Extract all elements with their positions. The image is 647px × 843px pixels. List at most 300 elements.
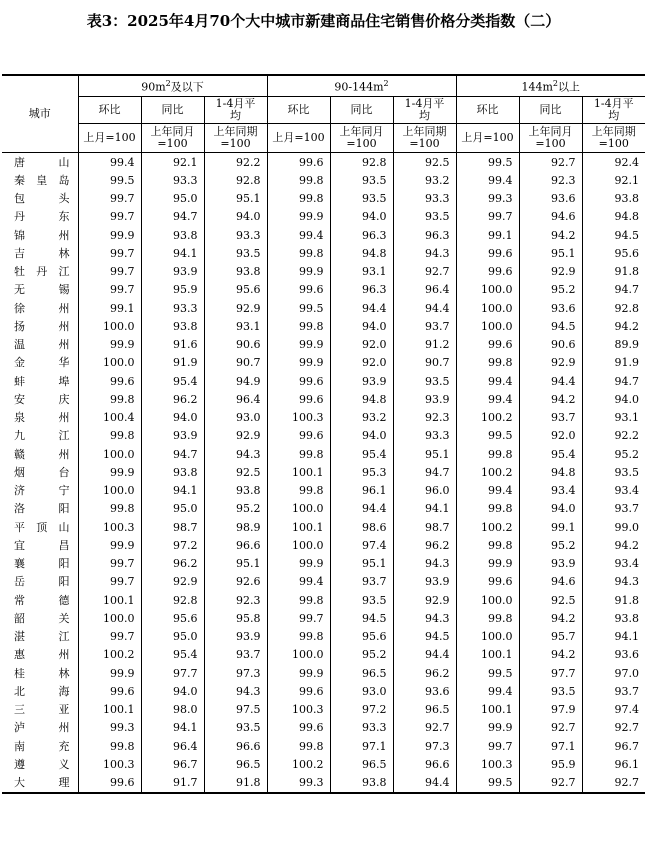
city-name: 锦州 bbox=[14, 228, 70, 242]
index-value: 99.6 bbox=[78, 372, 141, 390]
index-value: 99.7 bbox=[78, 190, 141, 208]
index-value: 92.7 bbox=[519, 719, 582, 737]
index-value: 95.2 bbox=[204, 500, 267, 518]
city-header: 城市 bbox=[2, 75, 78, 153]
index-value: 94.2 bbox=[519, 390, 582, 408]
city-name: 北海 bbox=[14, 684, 70, 698]
table-row bbox=[2, 774, 645, 793]
index-value: 92.2 bbox=[582, 427, 645, 445]
index-value: 95.0 bbox=[141, 190, 204, 208]
index-value: 93.6 bbox=[519, 190, 582, 208]
index-value: 97.5 bbox=[204, 701, 267, 719]
city-name: 蚌埠 bbox=[14, 374, 70, 388]
index-value: 96.2 bbox=[141, 555, 204, 573]
index-value: 95.7 bbox=[519, 628, 582, 646]
index-value: 94.0 bbox=[141, 409, 204, 427]
city-name: 安庆 bbox=[14, 392, 70, 406]
index-value: 100.3 bbox=[78, 518, 141, 536]
index-value: 95.6 bbox=[330, 628, 393, 646]
index-value: 99.8 bbox=[267, 317, 330, 335]
table-row bbox=[2, 244, 645, 262]
index-value: 96.7 bbox=[582, 737, 645, 755]
index-value: 90.6 bbox=[519, 336, 582, 354]
index-value: 92.7 bbox=[582, 774, 645, 793]
index-value: 92.8 bbox=[141, 591, 204, 609]
index-value: 95.3 bbox=[330, 463, 393, 481]
index-value: 89.9 bbox=[582, 336, 645, 354]
index-value: 93.5 bbox=[330, 190, 393, 208]
index-value: 93.5 bbox=[393, 372, 456, 390]
index-value: 93.8 bbox=[582, 190, 645, 208]
index-value: 100.1 bbox=[78, 701, 141, 719]
index-value: 100.1 bbox=[267, 518, 330, 536]
index-value: 94.0 bbox=[330, 208, 393, 226]
index-value: 92.7 bbox=[582, 719, 645, 737]
table-row bbox=[2, 682, 645, 700]
index-value: 99.6 bbox=[456, 573, 519, 591]
index-value: 98.9 bbox=[204, 518, 267, 536]
index-value: 100.1 bbox=[78, 591, 141, 609]
index-value: 99.8 bbox=[456, 354, 519, 372]
table-row bbox=[2, 755, 645, 773]
city-name: 唐山 bbox=[14, 155, 70, 169]
index-value: 95.6 bbox=[204, 281, 267, 299]
index-value: 91.8 bbox=[582, 263, 645, 281]
sub-header: 1-4月平均 bbox=[204, 97, 267, 124]
index-value: 94.2 bbox=[519, 226, 582, 244]
table-row bbox=[2, 427, 645, 445]
index-value: 95.4 bbox=[141, 372, 204, 390]
index-value: 90.6 bbox=[204, 336, 267, 354]
index-value: 93.4 bbox=[519, 482, 582, 500]
index-value: 99.4 bbox=[456, 171, 519, 189]
table-row bbox=[2, 500, 645, 518]
index-value: 99.8 bbox=[267, 190, 330, 208]
index-value: 96.3 bbox=[393, 226, 456, 244]
index-value: 92.0 bbox=[519, 427, 582, 445]
group-header-large: $144m^2$以上 bbox=[456, 75, 645, 97]
table-row bbox=[2, 153, 645, 172]
index-value: 94.3 bbox=[582, 573, 645, 591]
index-value: 99.4 bbox=[78, 153, 141, 172]
index-value: 99.8 bbox=[456, 536, 519, 554]
index-value: 99.4 bbox=[267, 226, 330, 244]
index-value: 97.9 bbox=[519, 701, 582, 719]
table-row bbox=[2, 555, 645, 573]
city-name: 大理 bbox=[14, 776, 70, 790]
index-value: 99.5 bbox=[78, 171, 141, 189]
sub-header: 同比 bbox=[141, 97, 204, 124]
index-value: 100.0 bbox=[78, 354, 141, 372]
index-value: 91.2 bbox=[393, 336, 456, 354]
city-name: 常德 bbox=[14, 593, 70, 607]
index-value: 93.8 bbox=[582, 609, 645, 627]
index-value: 96.0 bbox=[393, 482, 456, 500]
index-value: 93.2 bbox=[393, 171, 456, 189]
index-value: 93.6 bbox=[519, 299, 582, 317]
base-header: 上年同月=100 bbox=[519, 124, 582, 153]
index-value: 97.4 bbox=[582, 701, 645, 719]
index-value: 94.3 bbox=[393, 244, 456, 262]
city-name: 无锡 bbox=[14, 283, 70, 297]
index-value: 92.8 bbox=[204, 171, 267, 189]
index-value: 96.7 bbox=[141, 755, 204, 773]
index-value: 93.8 bbox=[141, 226, 204, 244]
index-value: 99.5 bbox=[267, 299, 330, 317]
index-value: 99.6 bbox=[456, 244, 519, 262]
index-value: 99.7 bbox=[78, 573, 141, 591]
index-value: 100.3 bbox=[267, 701, 330, 719]
index-value: 99.9 bbox=[456, 719, 519, 737]
index-value: 99.9 bbox=[267, 336, 330, 354]
index-value: 91.6 bbox=[141, 336, 204, 354]
sub-header: 1-4月平均 bbox=[393, 97, 456, 124]
index-value: 93.7 bbox=[393, 317, 456, 335]
base-header: 上年同月=100 bbox=[330, 124, 393, 153]
index-value: 94.8 bbox=[330, 244, 393, 262]
base-header: 上年同期=100 bbox=[204, 124, 267, 153]
table-row bbox=[2, 737, 645, 755]
index-value: 100.0 bbox=[78, 609, 141, 627]
index-value: 98.7 bbox=[393, 518, 456, 536]
index-value: 95.9 bbox=[519, 755, 582, 773]
table-row bbox=[2, 354, 645, 372]
index-value: 99.6 bbox=[78, 682, 141, 700]
index-value: 99.8 bbox=[267, 737, 330, 755]
index-value: 94.6 bbox=[519, 208, 582, 226]
index-value: 90.7 bbox=[204, 354, 267, 372]
index-value: 95.2 bbox=[582, 445, 645, 463]
table-row bbox=[2, 573, 645, 591]
index-value: 93.3 bbox=[393, 427, 456, 445]
index-value: 100.1 bbox=[456, 701, 519, 719]
base-header: 上年同月=100 bbox=[141, 124, 204, 153]
city-name: 湛江 bbox=[14, 630, 70, 644]
index-value: 99.4 bbox=[456, 682, 519, 700]
index-value: 99.8 bbox=[456, 500, 519, 518]
index-value: 93.8 bbox=[141, 463, 204, 481]
index-value: 99.3 bbox=[456, 190, 519, 208]
index-value: 93.5 bbox=[330, 591, 393, 609]
index-value: 93.6 bbox=[582, 646, 645, 664]
index-value: 100.0 bbox=[78, 482, 141, 500]
index-value: 99.9 bbox=[78, 664, 141, 682]
index-value: 96.1 bbox=[330, 482, 393, 500]
index-value: 96.4 bbox=[393, 281, 456, 299]
index-value: 99.6 bbox=[267, 372, 330, 390]
index-value: 94.0 bbox=[582, 390, 645, 408]
base-header: 上月=100 bbox=[267, 124, 330, 153]
index-value: 92.8 bbox=[582, 299, 645, 317]
index-value: 93.1 bbox=[582, 409, 645, 427]
city-name: 韶关 bbox=[14, 611, 70, 625]
index-value: 93.3 bbox=[204, 226, 267, 244]
index-value: 94.7 bbox=[141, 445, 204, 463]
index-value: 99.5 bbox=[456, 774, 519, 793]
table-row bbox=[2, 719, 645, 737]
table-row bbox=[2, 372, 645, 390]
index-value: 99.8 bbox=[267, 171, 330, 189]
index-value: 99.8 bbox=[267, 482, 330, 500]
index-value: 99.9 bbox=[267, 208, 330, 226]
index-value: 94.0 bbox=[330, 427, 393, 445]
index-value: 93.9 bbox=[393, 390, 456, 408]
table-row bbox=[2, 701, 645, 719]
city-name: 扬州 bbox=[14, 319, 70, 333]
index-value: 99.8 bbox=[78, 500, 141, 518]
index-value: 92.6 bbox=[204, 573, 267, 591]
index-value: 94.8 bbox=[582, 208, 645, 226]
index-value: 98.7 bbox=[141, 518, 204, 536]
index-value: 93.7 bbox=[330, 573, 393, 591]
index-value: 99.7 bbox=[78, 208, 141, 226]
index-value: 94.7 bbox=[141, 208, 204, 226]
index-value: 95.1 bbox=[330, 555, 393, 573]
index-value: 99.9 bbox=[267, 664, 330, 682]
index-value: 99.4 bbox=[267, 573, 330, 591]
index-value: 99.6 bbox=[456, 336, 519, 354]
index-value: 93.5 bbox=[330, 171, 393, 189]
index-value: 99.8 bbox=[456, 445, 519, 463]
index-value: 95.2 bbox=[519, 536, 582, 554]
index-value: 96.6 bbox=[393, 755, 456, 773]
city-name: 岳阳 bbox=[14, 575, 70, 589]
index-value: 94.4 bbox=[330, 500, 393, 518]
index-value: 100.3 bbox=[267, 409, 330, 427]
table-row bbox=[2, 482, 645, 500]
table-row bbox=[2, 281, 645, 299]
index-value: 93.5 bbox=[204, 719, 267, 737]
index-value: 99.6 bbox=[267, 390, 330, 408]
index-value: 99.7 bbox=[267, 609, 330, 627]
index-value: 93.9 bbox=[393, 573, 456, 591]
city-name: 洛阳 bbox=[14, 502, 70, 516]
index-value: 93.8 bbox=[330, 774, 393, 793]
index-value: 93.7 bbox=[519, 409, 582, 427]
city-name: 九江 bbox=[14, 429, 70, 443]
index-value: 96.4 bbox=[204, 390, 267, 408]
index-value: 99.8 bbox=[267, 244, 330, 262]
index-value: 95.2 bbox=[519, 281, 582, 299]
index-value: 92.5 bbox=[519, 591, 582, 609]
index-value: 93.5 bbox=[204, 244, 267, 262]
index-value: 93.9 bbox=[141, 263, 204, 281]
index-value: 100.1 bbox=[456, 646, 519, 664]
index-value: 96.3 bbox=[330, 226, 393, 244]
table-title: 表3：2025年4月70个大中城市新建商品住宅销售价格分类指数（二） bbox=[86, 12, 561, 30]
index-value: 92.3 bbox=[204, 591, 267, 609]
index-value: 94.5 bbox=[393, 628, 456, 646]
index-value: 92.3 bbox=[519, 171, 582, 189]
index-value: 94.0 bbox=[141, 682, 204, 700]
index-value: 98.0 bbox=[141, 701, 204, 719]
base-header: 上年同期=100 bbox=[582, 124, 645, 153]
index-value: 94.5 bbox=[519, 317, 582, 335]
city-name: 南充 bbox=[14, 739, 70, 753]
index-value: 99.1 bbox=[78, 299, 141, 317]
index-value: 92.7 bbox=[519, 153, 582, 172]
index-value: 92.5 bbox=[393, 153, 456, 172]
index-value: 93.7 bbox=[204, 646, 267, 664]
index-value: 91.8 bbox=[582, 591, 645, 609]
city-name: 金华 bbox=[14, 356, 70, 370]
index-value: 100.0 bbox=[456, 591, 519, 609]
index-value: 99.6 bbox=[456, 263, 519, 281]
index-value: 94.1 bbox=[141, 482, 204, 500]
index-value: 99.5 bbox=[456, 427, 519, 445]
index-value: 99.9 bbox=[78, 226, 141, 244]
index-value: 95.1 bbox=[519, 244, 582, 262]
index-value: 99.6 bbox=[267, 281, 330, 299]
sub-header: 环比 bbox=[78, 97, 141, 124]
index-value: 92.0 bbox=[330, 336, 393, 354]
table-row bbox=[2, 646, 645, 664]
index-value: 99.9 bbox=[267, 354, 330, 372]
city-name: 平顶山 bbox=[14, 520, 70, 534]
table-row bbox=[2, 518, 645, 536]
index-value: 90.7 bbox=[393, 354, 456, 372]
index-value: 93.1 bbox=[204, 317, 267, 335]
index-value: 99.9 bbox=[267, 263, 330, 281]
index-value: 93.4 bbox=[582, 482, 645, 500]
index-value: 100.2 bbox=[456, 409, 519, 427]
index-value: 92.9 bbox=[141, 573, 204, 591]
index-value: 100.4 bbox=[78, 409, 141, 427]
index-value: 92.7 bbox=[393, 719, 456, 737]
index-value: 93.2 bbox=[330, 409, 393, 427]
index-value: 93.3 bbox=[393, 190, 456, 208]
city-name: 济宁 bbox=[14, 484, 70, 498]
index-value: 99.1 bbox=[519, 518, 582, 536]
index-value: 94.4 bbox=[330, 299, 393, 317]
table-row bbox=[2, 445, 645, 463]
index-value: 94.1 bbox=[141, 244, 204, 262]
index-value: 94.3 bbox=[204, 445, 267, 463]
index-value: 95.6 bbox=[141, 609, 204, 627]
index-value: 100.0 bbox=[456, 317, 519, 335]
index-value: 100.0 bbox=[456, 299, 519, 317]
index-value: 100.0 bbox=[78, 445, 141, 463]
index-value: 91.9 bbox=[141, 354, 204, 372]
table-row bbox=[2, 628, 645, 646]
city-name: 襄阳 bbox=[14, 557, 70, 571]
index-value: 95.4 bbox=[141, 646, 204, 664]
index-value: 97.7 bbox=[519, 664, 582, 682]
index-value: 99.9 bbox=[78, 536, 141, 554]
group-header-medium: $90-144m^2$ bbox=[267, 75, 456, 97]
index-value: 94.3 bbox=[393, 555, 456, 573]
index-value: 93.0 bbox=[204, 409, 267, 427]
index-value: 94.2 bbox=[519, 646, 582, 664]
index-value: 95.4 bbox=[330, 445, 393, 463]
index-value: 99.9 bbox=[78, 463, 141, 481]
city-name: 秦皇岛 bbox=[14, 173, 70, 187]
index-value: 92.4 bbox=[582, 153, 645, 172]
index-value: 94.8 bbox=[330, 390, 393, 408]
index-value: 97.1 bbox=[519, 737, 582, 755]
table-row bbox=[2, 609, 645, 627]
index-value: 96.3 bbox=[330, 281, 393, 299]
city-name: 泸州 bbox=[14, 721, 70, 735]
index-value: 99.6 bbox=[267, 682, 330, 700]
index-value: 92.1 bbox=[141, 153, 204, 172]
index-value: 95.6 bbox=[582, 244, 645, 262]
index-value: 97.4 bbox=[330, 536, 393, 554]
index-value: 96.2 bbox=[393, 536, 456, 554]
index-value: 99.4 bbox=[456, 390, 519, 408]
city-name: 徐州 bbox=[14, 301, 70, 315]
index-value: 92.9 bbox=[393, 591, 456, 609]
index-value: 97.3 bbox=[393, 737, 456, 755]
index-value: 99.0 bbox=[582, 518, 645, 536]
index-value: 99.3 bbox=[78, 719, 141, 737]
index-value: 99.7 bbox=[78, 281, 141, 299]
index-value: 95.1 bbox=[393, 445, 456, 463]
index-value: 100.0 bbox=[456, 628, 519, 646]
table-row bbox=[2, 591, 645, 609]
index-value: 92.9 bbox=[519, 354, 582, 372]
index-value: 100.2 bbox=[456, 463, 519, 481]
index-value: 99.9 bbox=[267, 555, 330, 573]
table-row bbox=[2, 664, 645, 682]
city-name: 泉州 bbox=[14, 411, 70, 425]
index-value: 99.7 bbox=[78, 244, 141, 262]
index-value: 94.1 bbox=[393, 500, 456, 518]
index-value: 94.8 bbox=[519, 463, 582, 481]
index-value: 93.1 bbox=[330, 263, 393, 281]
index-value: 95.0 bbox=[141, 628, 204, 646]
base-header: 上月=100 bbox=[456, 124, 519, 153]
index-value: 97.1 bbox=[330, 737, 393, 755]
base-header: 上年同期=100 bbox=[393, 124, 456, 153]
index-value: 92.2 bbox=[204, 153, 267, 172]
index-value: 99.8 bbox=[78, 427, 141, 445]
index-value: 92.9 bbox=[204, 299, 267, 317]
index-value: 98.6 bbox=[330, 518, 393, 536]
index-value: 99.5 bbox=[456, 153, 519, 172]
index-value: 100.2 bbox=[78, 646, 141, 664]
index-value: 92.1 bbox=[582, 171, 645, 189]
index-value: 94.4 bbox=[393, 774, 456, 793]
city-name: 遵义 bbox=[14, 757, 70, 771]
index-value: 94.7 bbox=[582, 372, 645, 390]
index-value: 100.0 bbox=[267, 536, 330, 554]
index-value: 99.5 bbox=[456, 664, 519, 682]
index-value: 91.8 bbox=[204, 774, 267, 793]
index-value: 92.9 bbox=[519, 263, 582, 281]
index-value: 99.7 bbox=[78, 555, 141, 573]
index-value: 96.5 bbox=[330, 664, 393, 682]
index-value: 99.6 bbox=[267, 427, 330, 445]
city-name: 桂林 bbox=[14, 666, 70, 680]
sub-header: 环比 bbox=[267, 97, 330, 124]
index-value: 100.3 bbox=[456, 755, 519, 773]
city-name: 温州 bbox=[14, 338, 70, 352]
index-value: 93.7 bbox=[582, 500, 645, 518]
index-value: 95.9 bbox=[141, 281, 204, 299]
index-value: 100.1 bbox=[267, 463, 330, 481]
city-name: 惠州 bbox=[14, 648, 70, 662]
city-name: 包头 bbox=[14, 192, 70, 206]
index-value: 94.0 bbox=[330, 317, 393, 335]
index-value: 93.9 bbox=[330, 372, 393, 390]
index-value: 100.2 bbox=[456, 518, 519, 536]
index-value: 92.3 bbox=[393, 409, 456, 427]
index-value: 97.0 bbox=[582, 664, 645, 682]
index-value: 100.0 bbox=[78, 317, 141, 335]
index-value: 99.8 bbox=[456, 609, 519, 627]
table-row bbox=[2, 463, 645, 481]
